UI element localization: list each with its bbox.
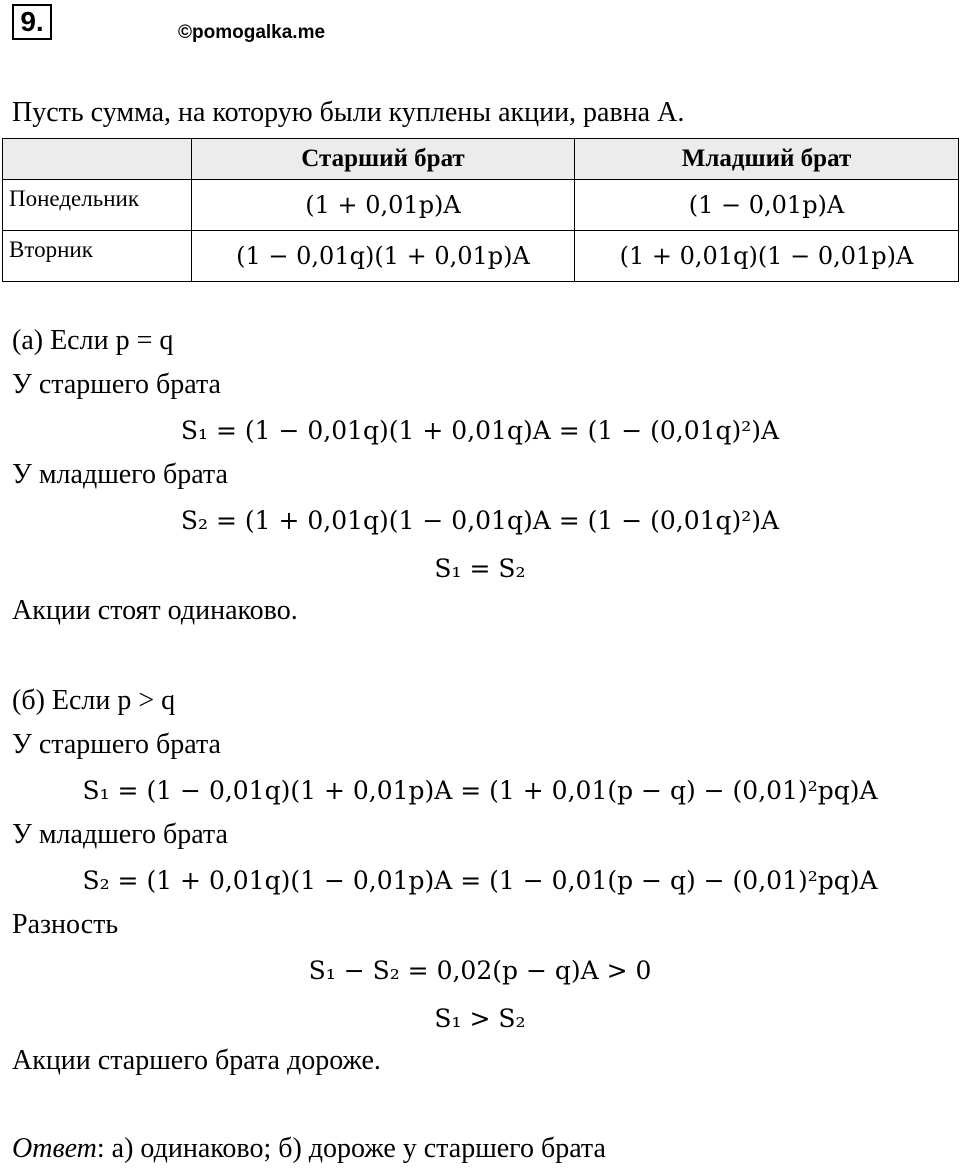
table-corner-cell bbox=[3, 139, 192, 180]
part-b-older-formula: S₁ = (1 − 0,01q)(1 + 0,01p)A = (1 + 0,01(p − q) − (0,01)²pq)A bbox=[82, 776, 878, 805]
part-b-older-label: У старшего брата bbox=[12, 729, 221, 760]
part-b-conclusion: Акции старшего брата дороже. bbox=[12, 1045, 381, 1076]
row-label-tuesday: Вторник bbox=[3, 231, 192, 282]
table-row bbox=[3, 180, 959, 231]
column-header-younger: Младший брат bbox=[575, 139, 959, 180]
part-b-younger-formula: S₂ = (1 + 0,01q)(1 − 0,01p)A = (1 − 0,01(p − q) − (0,01)²pq)A bbox=[82, 866, 878, 895]
part-a-younger-formula: S₂ = (1 + 0,01q)(1 − 0,01q)A = (1 − (0,01q)²)A bbox=[180, 506, 780, 535]
cell-monday-younger: (1 − 0,01p)A bbox=[575, 180, 959, 231]
answer-label: Ответ bbox=[12, 1133, 97, 1164]
part-a-older-label: У старшего брата bbox=[12, 369, 221, 400]
intro-text: Пусть сумма, на которую были куплены акции, равна A. bbox=[12, 97, 685, 128]
part-b-condition: (б) Если p > q bbox=[12, 685, 176, 716]
column-header-older: Старший брат bbox=[192, 139, 575, 180]
stock-table bbox=[2, 138, 959, 282]
watermark: ©pomogalka.me bbox=[178, 22, 326, 43]
cell-tuesday-older: (1 − 0,01q)(1 + 0,01p)A bbox=[192, 231, 575, 282]
answer-line bbox=[12, 1132, 606, 1166]
table-header-row bbox=[3, 139, 959, 180]
part-a-condition: (а) Если p = q bbox=[12, 325, 174, 356]
part-a-younger-label: У младшего брата bbox=[12, 459, 228, 490]
part-b-relation: S₁ > S₂ bbox=[434, 1004, 526, 1033]
problem-number: 9. bbox=[12, 4, 52, 40]
cell-monday-older: (1 + 0,01p)A bbox=[192, 180, 575, 231]
part-b-younger-label: У младшего брата bbox=[12, 819, 228, 850]
part-a-older-formula: S₁ = (1 − 0,01q)(1 + 0,01q)A = (1 − (0,01q)²)A bbox=[180, 416, 780, 445]
table-row bbox=[3, 231, 959, 282]
cell-tuesday-younger: (1 + 0,01q)(1 − 0,01p)A bbox=[575, 231, 959, 282]
part-b-difference-label: Разность bbox=[12, 909, 119, 940]
part-a-relation: S₁ = S₂ bbox=[434, 554, 526, 583]
answer-text: : а) одинаково; б) дороже у старшего брата bbox=[96, 1133, 606, 1164]
part-b-difference-formula: S₁ − S₂ = 0,02(p − q)A > 0 bbox=[308, 956, 652, 985]
row-label-monday: Понедельник bbox=[3, 180, 192, 231]
part-a-conclusion: Акции стоят одинаково. bbox=[12, 595, 298, 626]
